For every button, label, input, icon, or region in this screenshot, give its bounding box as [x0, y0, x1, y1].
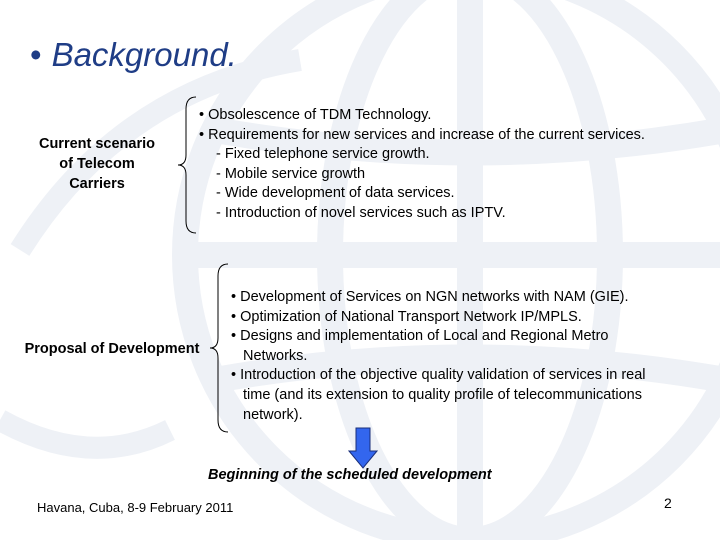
list-item: • Optimization of National Transport Network IP/MPLS.	[231, 308, 582, 325]
list-item: • Designs and implementation of Local and Regional Metro	[231, 328, 609, 345]
list-item: • Obsolescence of TDM Technology.	[199, 107, 432, 123]
slide-title	[30, 36, 237, 74]
list-item-continuation: Networks.	[243, 347, 308, 364]
proposal-label: Proposal of Development	[24, 341, 200, 357]
down-arrow-icon	[348, 427, 378, 469]
list-item: • Development of Services on NGN networks with NAM (GIE).	[231, 289, 629, 305]
label-line: Carriers	[69, 176, 125, 192]
brace-1	[176, 95, 200, 235]
list-item: • Introduction of the objective quality validation of services in real	[231, 367, 646, 384]
current-scenario-list	[199, 106, 645, 224]
title-bullet: •	[30, 36, 42, 73]
label-line: Current scenario	[38, 136, 156, 152]
page-number: 2	[664, 495, 672, 511]
list-subitem: - Introduction of novel services such as IPTV.	[216, 204, 506, 221]
footer-location-date: Havana, Cuba, 8-9 February 2011	[37, 500, 234, 515]
brace-2	[208, 262, 232, 434]
result-text: Beginning of the scheduled development	[208, 467, 492, 483]
list-item: • Requirements for new services and increase of the current services.	[199, 126, 645, 143]
list-subitem: - Mobile service growth	[216, 165, 366, 182]
proposal-list	[231, 288, 646, 425]
list-subitem: - Fixed telephone service growth.	[216, 146, 430, 163]
title-text: Background.	[51, 36, 237, 73]
list-item-continuation: network).	[243, 406, 303, 423]
arrow-shape	[349, 428, 377, 468]
current-scenario-label	[28, 134, 166, 194]
list-item-continuation: time (and its extension to quality profile of telecommunications	[243, 386, 642, 403]
list-subitem: - Wide development of data services.	[216, 185, 455, 202]
label-line: of Telecom	[59, 156, 135, 172]
